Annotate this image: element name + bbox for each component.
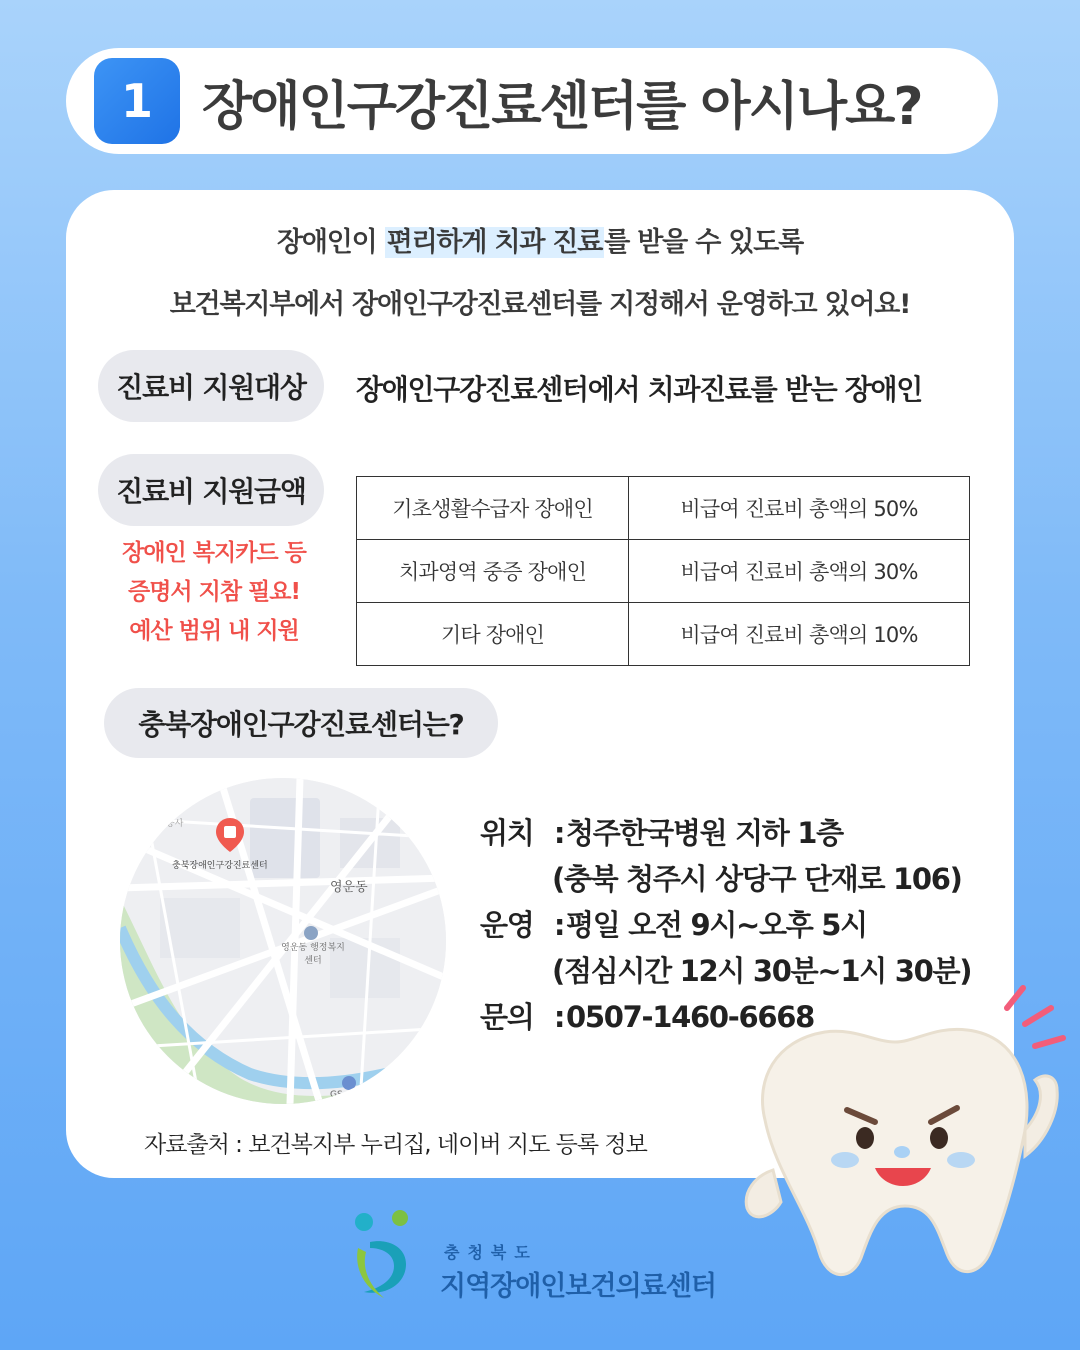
location-value: 청주한국병원 지하 1층	[566, 816, 843, 850]
note-line: 예산 범위 내 지원	[129, 618, 299, 644]
section-number-badge: 1	[94, 58, 180, 144]
intro-line-1	[66, 220, 1014, 259]
table-cell-benefit: 비급여 진료비 총액의 30%	[629, 540, 970, 603]
hours-label: 운영	[480, 908, 534, 942]
separator: :	[553, 908, 565, 942]
location-map	[120, 778, 446, 1104]
support-amount-label: 진료비 지원금액	[98, 454, 324, 526]
support-target-label: 진료비 지원대상	[98, 350, 324, 422]
separator: :	[553, 1000, 565, 1034]
note-line: 장애인 복지카드 등	[122, 540, 306, 566]
organization-name: 지역장애인보건의료센터	[440, 1271, 716, 1302]
table-row	[357, 540, 970, 603]
map-bottom-label: GS	[330, 1090, 343, 1100]
organization-region: 충청북도	[444, 1243, 538, 1262]
page-title: 장애인구강진료센터를 아시나요?	[202, 76, 922, 137]
table-row	[357, 477, 970, 540]
center-section-label: 충북장애인구강진료센터는?	[104, 688, 498, 758]
location-label: 위치	[480, 816, 534, 850]
hours-value: 평일 오전 9시~오후 5시	[566, 908, 867, 942]
intro-text: 장애인이	[277, 227, 385, 258]
map-place-label: 충북장애인구강진료센터	[172, 861, 268, 871]
lunch-hours-value: (점심시간 12시 30분~1시 30분)	[552, 954, 972, 988]
office-marker-icon	[304, 926, 318, 940]
title-banner	[66, 48, 998, 154]
table-cell-benefit: 비급여 진료비 총액의 10%	[629, 603, 970, 666]
intro-highlight: 편리하게 치과 진료	[386, 227, 603, 258]
source-credit: 자료출처 : 보건복지부 누리집, 네이버 지도 등록 정보	[144, 1132, 647, 1158]
table-cell-group: 기타 장애인	[357, 603, 629, 666]
separator: :	[553, 816, 565, 850]
contact-label: 문의	[480, 1000, 534, 1034]
organization-logo-icon	[350, 1208, 422, 1304]
table-cell-group: 기초생활수급자 장애인	[357, 477, 629, 540]
hours-row	[480, 902, 971, 948]
support-target-value: 장애인구강진료센터에서 치과진료를 받는 장애인	[356, 373, 923, 406]
intro-line-2: 보건복지부에서 장애인구강진료센터를 지정해서 운영하고 있어요!	[169, 289, 911, 320]
map-district-label: 영운동	[330, 880, 368, 895]
contact-value: 0507-1460-6668	[566, 1000, 815, 1034]
note-line: 증명서 지참 필요!	[127, 579, 301, 605]
map-office-label: 영운동 행정복지센터	[281, 943, 345, 966]
table-cell-benefit: 비급여 진료비 총액의 50%	[629, 477, 970, 540]
tooth-mascot-icon	[735, 980, 1075, 1300]
location-pin-icon	[216, 818, 244, 852]
map-corner-label: 공사	[166, 819, 184, 829]
intro-text: 를 받을 수 있도록	[604, 227, 803, 258]
address-value: (충북 청주시 상당구 단재로 106)	[552, 862, 962, 896]
table-row	[357, 603, 970, 666]
support-amount-table	[356, 476, 970, 666]
gas-station-marker-icon	[342, 1076, 356, 1090]
table-cell-group: 치과영역 중증 장애인	[357, 540, 629, 603]
location-row	[480, 810, 971, 856]
required-documents-note	[94, 534, 334, 651]
